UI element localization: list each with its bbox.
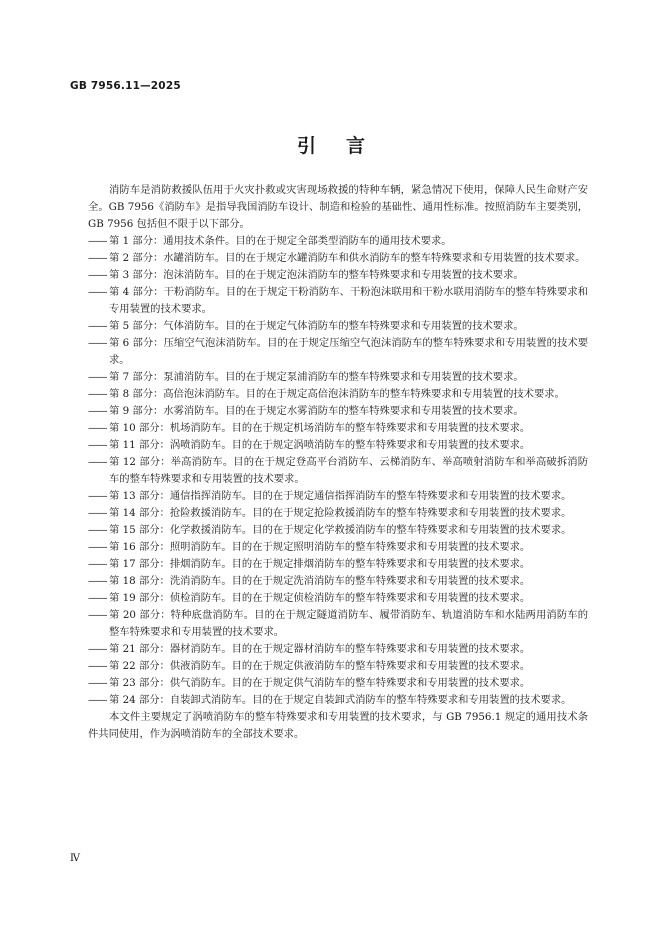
part-list-item (88, 675, 588, 692)
closing-paragraph: 本文件主要规定了涡喷消防车的整车特殊要求和专用装置的技术要求，与 GB 7956.1 规定的通用技术条件共同使用，作为涡喷消防车的全部技术要求。 (88, 711, 588, 740)
part-text: 第 17 部分：排烟消防车。目的在于规定排烟消防车的整车特殊要求和专用装置的技术要求。 (109, 558, 531, 570)
part-list-item (88, 539, 588, 556)
list-dash: —— (88, 252, 107, 264)
standard-code: GB 7956.11—2025 (70, 80, 181, 92)
part-text: 第 2 部分：水罐消防车。目的在于规定水罐消防车和供水消防车的整车特殊要求和专用装置的技术要求。 (109, 252, 586, 264)
part-list-item (88, 488, 588, 505)
part-text: 第 16 部分：照明消防车。目的在于规定照明消防车的整车特殊要求和专用装置的技术要求。 (109, 541, 531, 553)
part-text: 第 4 部分：干粉消防车。目的在于规定干粉消防车、干粉泡沫联用和干粉水联用消防车的整车特殊要求和专用装置的技术要求。 (109, 286, 588, 315)
part-text: 第 22 部分：供液消防车。目的在于规定供液消防车的整车特殊要求和专用装置的技术要求。 (109, 660, 531, 672)
part-text: 第 24 部分：自装卸式消防车。目的在于规定自装卸式消防车的整车特殊要求和专用装置的技术要求。 (109, 694, 572, 706)
part-text: 第 8 部分：高倍泡沫消防车。目的在于规定高倍泡沫消防车的整车特殊要求和专用装置的技术要求。 (109, 388, 565, 400)
part-text: 第 20 部分：特种底盘消防车。目的在于规定隧道消防车、履带消防车、轨道消防车和水陆两用消防车的整车特殊要求和专用装置的技术要求。 (109, 609, 588, 638)
part-text: 第 11 部分：涡喷消防车。目的在于规定涡喷消防车的整车特殊要求和专用装置的技术要求。 (109, 439, 531, 451)
part-list-item (88, 318, 588, 335)
page-title: 引言 (296, 135, 395, 157)
part-list-item (88, 590, 588, 607)
list-dash: —— (88, 388, 107, 400)
list-dash: —— (88, 490, 107, 502)
part-text: 第 7 部分：泵浦消防车。目的在于规定泵浦消防车的整车特殊要求和专用装置的技术要求。 (109, 371, 524, 383)
list-dash: —— (88, 405, 107, 417)
page-number: Ⅳ (70, 853, 80, 864)
part-text: 第 9 部分：水雾消防车。目的在于规定水雾消防车的整车特殊要求和专用装置的技术要求。 (109, 405, 524, 417)
document-body (88, 182, 588, 743)
list-dash: —— (88, 558, 107, 570)
part-list-item (88, 454, 588, 488)
part-list-item (88, 607, 588, 641)
parts-list (88, 233, 588, 709)
list-dash: —— (88, 371, 107, 383)
part-list-item (88, 335, 588, 369)
part-text: 第 18 部分：洗消消防车。目的在于规定洗消消防车的整车特殊要求和专用装置的技术要求。 (109, 575, 531, 587)
part-text: 第 5 部分：气体消防车。目的在于规定气体消防车的整车特殊要求和专用装置的技术要求。 (109, 320, 524, 332)
part-text: 第 6 部分：压缩空气泡沫消防车。目的在于规定压缩空气泡沫消防车的整车特殊要求和专用装置的技术要求。 (109, 337, 588, 366)
list-dash: —— (88, 269, 107, 281)
part-text: 第 23 部分：供气消防车。目的在于规定供气消防车的整车特殊要求和专用装置的技术要求。 (109, 677, 531, 689)
part-list-item (88, 505, 588, 522)
list-dash: —— (88, 541, 107, 553)
list-dash: —— (88, 524, 107, 536)
part-text: 第 13 部分：通信指挥消防车。目的在于规定通信指挥消防车的整车特殊要求和专用装置的技术要求。 (109, 490, 572, 502)
part-list-item (88, 420, 588, 437)
list-dash: —— (88, 609, 107, 621)
part-list-item (88, 437, 588, 454)
list-dash: —— (88, 575, 107, 587)
part-text: 第 19 部分：侦检消防车。目的在于规定侦检消防车的整车特殊要求和专用装置的技术要求。 (109, 592, 531, 604)
part-text: 第 14 部分：抢险救援消防车。目的在于规定抢险救援消防车的整车特殊要求和专用装置的技术要求。 (109, 507, 572, 519)
part-list-item (88, 692, 588, 709)
part-text: 第 21 部分：器材消防车。目的在于规定器材消防车的整车特殊要求和专用装置的技术要求。 (109, 643, 531, 655)
part-list-item (88, 369, 588, 386)
part-list-item (88, 403, 588, 420)
part-list-item (88, 250, 588, 267)
list-dash: —— (88, 592, 107, 604)
list-dash: —— (88, 286, 107, 298)
list-dash: —— (88, 235, 107, 247)
part-list-item (88, 658, 588, 675)
list-dash: —— (88, 643, 107, 655)
part-text: 第 15 部分：化学救援消防车。目的在于规定化学救援消防车的整车特殊要求和专用装置的技术要求。 (109, 524, 572, 536)
part-text: 第 12 部分：举高消防车。目的在于规定登高平台消防车、云梯消防车、举高喷射消防车和举高破拆消防车的整车特殊要求和专用装置的技术要求。 (109, 456, 588, 485)
list-dash: —— (88, 337, 107, 349)
part-list-item (88, 233, 588, 250)
part-list-item (88, 522, 588, 539)
part-list-item (88, 267, 588, 284)
list-dash: —— (88, 677, 107, 689)
part-text: 第 3 部分：泡沫消防车。目的在于规定泡沫消防车的整车特殊要求和专用装置的技术要求。 (109, 269, 524, 281)
list-dash: —— (88, 694, 107, 706)
part-text: 第 1 部分：通用技术条件。目的在于规定全部类型消防车的通用技术要求。 (109, 235, 452, 247)
list-dash: —— (88, 456, 107, 468)
part-list-item (88, 556, 588, 573)
part-list-item (88, 573, 588, 590)
list-dash: —— (88, 422, 107, 434)
part-text: 第 10 部分：机场消防车。目的在于规定机场消防车的整车特殊要求和专用装置的技术要求。 (109, 422, 531, 434)
part-list-item (88, 641, 588, 658)
part-list-item (88, 386, 588, 403)
part-list-item (88, 284, 588, 318)
list-dash: —— (88, 660, 107, 672)
intro-paragraph: 消防车是消防救援队伍用于火灾扑救或灾害现场救援的特种车辆，紧急情况下使用，保障人民生命财产安全。GB 7956《消防车》是指导我国消防车设计、制造和检验的基础性、通用性标准。按照消防车主要类别，GB 7956 包括但不限于以下部分。 (88, 184, 588, 230)
list-dash: —— (88, 320, 107, 332)
list-dash: —— (88, 507, 107, 519)
list-dash: —— (88, 439, 107, 451)
